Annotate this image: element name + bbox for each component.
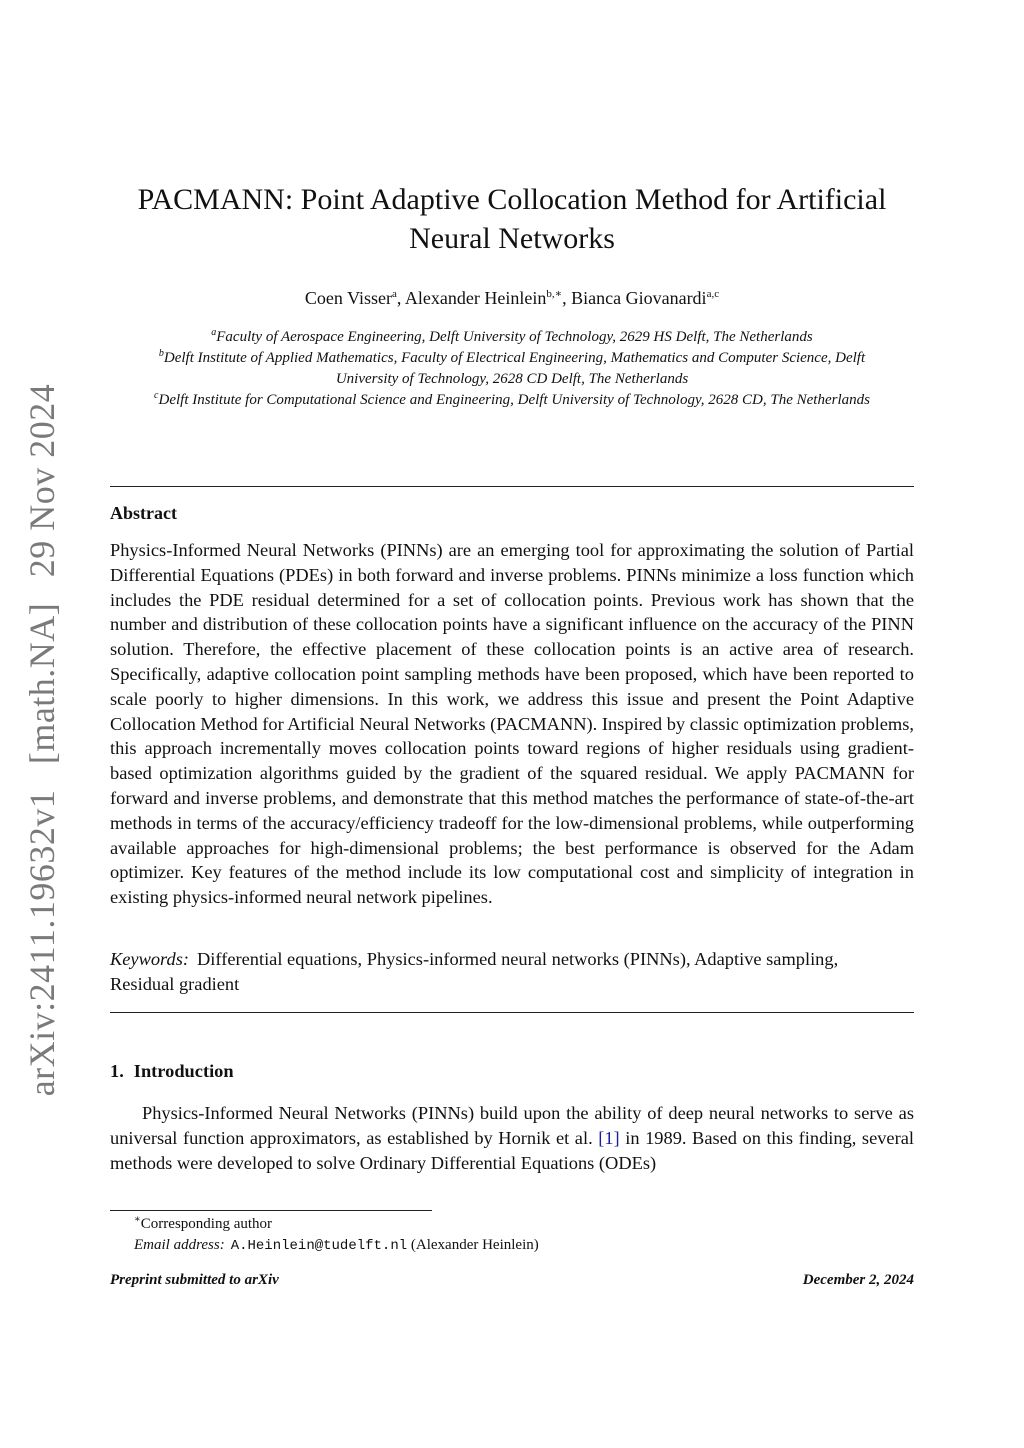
email-label: Email address: [134, 1237, 225, 1253]
footnote-rule [110, 1210, 432, 1211]
footer-date: December 2, 2024 [802, 1272, 914, 1288]
keywords [110, 947, 850, 997]
affiliation-mark: b [158, 348, 164, 359]
footnote-corresponding-text: Corresponding author [140, 1216, 273, 1232]
author-name: Bianca Giovanardi [571, 288, 707, 308]
author-list [110, 286, 914, 310]
section-number: 1. [110, 1061, 124, 1081]
citation-link[interactable]: [1] [598, 1128, 620, 1148]
author-separator: , [562, 288, 572, 308]
abstract-bottom-rule [110, 1012, 914, 1013]
footnote-mark: ∗ [134, 1214, 141, 1225]
abstract-heading: Abstract [110, 503, 177, 523]
title-line-1: PACMANN: Point Adaptive Collocation Method for Artificial [137, 183, 887, 216]
keywords-label: Keywords: [110, 949, 190, 969]
keywords-text: Differential equations, Physics-informed neural networks (PINNs), Adaptive sampling, Residual gradient [110, 949, 839, 994]
affiliation-text: Delft Institute of Applied Mathematics, Faculty of Electrical Engineering, Mathematics and Computer Science, Delft University of Technology, 2628 CD Delft, The Netherlands [163, 350, 866, 387]
footnote [110, 1214, 914, 1257]
footer-preprint-note: Preprint submitted to arXiv [110, 1272, 279, 1288]
author-affil-mark: a [392, 288, 397, 300]
affiliation-list [130, 327, 894, 411]
author-name: Coen Visser [304, 288, 393, 308]
footnote-corresponding [110, 1214, 914, 1235]
intro-text-start: Physics-Informed Neural Networks (PINNs) build upon the ability of deep neural networks to serve as universal function approximators, as established by Hornik et al. [110, 1103, 914, 1148]
affiliation-mark: c [154, 390, 159, 401]
author-name: Alexander Heinlein [404, 288, 547, 308]
title-line-2: Neural Networks [409, 222, 615, 255]
affiliation-text: Delft Institute for Computational Science and Engineering, Delft University of Technology, 2628 CD, The Netherlands [158, 392, 870, 408]
affiliation-text: Faculty of Aerospace Engineering, Delft University of Technology, 2629 HS Delft, The Netherlands [216, 329, 813, 345]
email-owner: (Alexander Heinlein) [410, 1237, 539, 1253]
arxiv-stamp [21, 376, 63, 1105]
email-address[interactable]: A.Heinlein@tudelft.nl [230, 1238, 408, 1254]
affiliation-item [130, 348, 894, 390]
abstract-text: Physics-Informed Neural Networks (PINNs) are an emerging tool for approximating the solution of Partial Differential Equations (PDEs) in both forward and inverse problems. PINNs minimize a loss function which includes the PDE residual determined for a set of collocation points. Previous work has shown that the number and distribution of these collocation points have a significant influence on the accuracy of the PINN solution. Therefore, the effective placement of these collocation points is an active area of research. Specifically, adaptive collocation point sampling methods have been proposed, which have been reported to scale poorly to higher dimensions. In this work, we address this issue and present the Point Adaptive Collocation Method for Artificial Neural Networks (PACMANN). Inspired by classic optimization problems, this approach incrementally moves collocation points toward regions of higher residuals using gradient-based optimization algorithms guided by the gradient of the squared residual. We apply PACMANN for forward and inverse problems, and demonstrate that this method matches the performance of state-of-the-art methods in terms of the accuracy/efficiency tradeoff for the low-dimensional problems, while outperforming available approaches for high-dimensional problems; the best performance is observed for the Adam optimizer. Key features of the method include its low computational cost and simplicity of integration in existing physics-informed neural network pipelines. [110, 540, 914, 908]
footnote-email [110, 1235, 914, 1257]
author-separator: , [396, 288, 405, 308]
intro-paragraph [110, 1101, 914, 1176]
section-heading-introduction [110, 1061, 234, 1082]
affiliation-item [130, 327, 894, 348]
section-title: Introduction [133, 1061, 234, 1081]
author-affil-mark: a,c [706, 288, 720, 300]
abstract-top-rule [110, 486, 914, 487]
author-affil-mark: b,∗ [546, 288, 563, 300]
arxiv-date: 29 Nov 2024 [22, 383, 62, 578]
arxiv-category: [math.NA] [22, 602, 62, 765]
intro-text-end: in 1989. Based on this finding, several methods were developed to solve Ordinary Differential Equations (ODEs) [110, 1128, 914, 1173]
affiliation-item [130, 390, 894, 411]
affiliation-mark: a [211, 327, 217, 338]
arxiv-id: arXiv:2411.19632v1 [22, 789, 62, 1097]
paper-title [110, 180, 914, 258]
